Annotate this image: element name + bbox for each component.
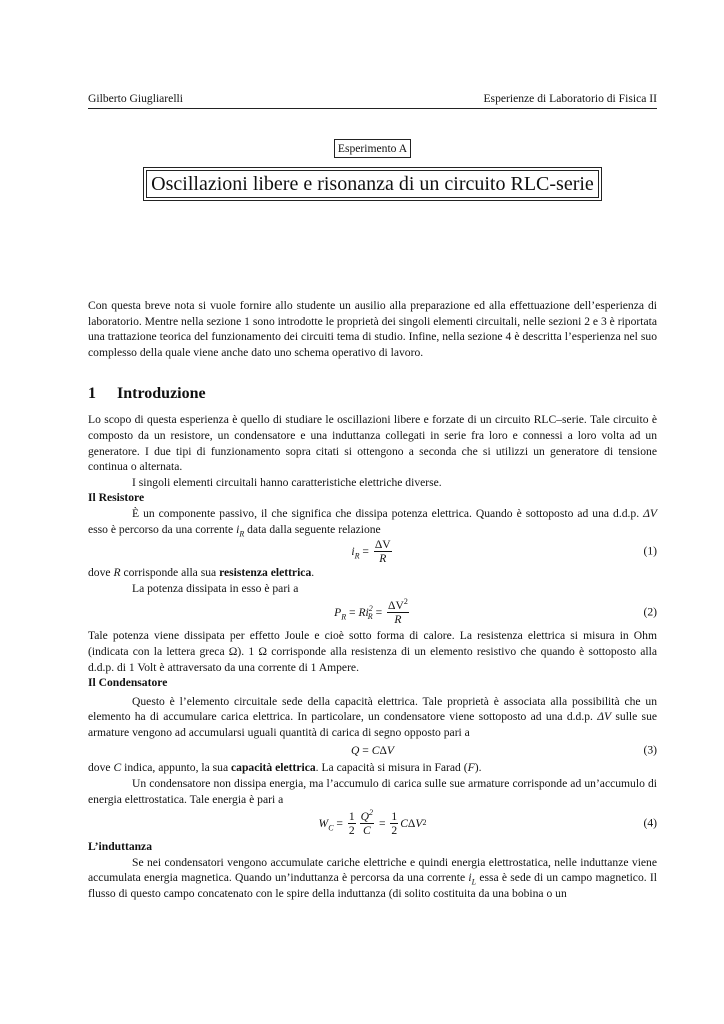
intro-paragraph-2: I singoli elementi circuitali hanno caratteristiche elettriche diverse. bbox=[132, 475, 442, 489]
equation-4: $W_C$ = $\frac{1}{2}$ $\frac{Q^2}{C}$ = $\frac{1}{2}$ C Δ V 2 (4) bbox=[318, 807, 657, 837]
header-rule bbox=[88, 108, 657, 109]
equation-number: (4) bbox=[643, 816, 657, 830]
equation-2: $P_R$ = $Ri^2_R$ = $\frac{\Delta V^2}{R}$ (2) bbox=[334, 596, 657, 626]
resistor-heading: Il Resistore bbox=[88, 491, 145, 505]
page bbox=[88, 92, 657, 902]
intro-paragraph: Lo scopo di questa esperienza è quello di studiare le oscillazioni libere e forzate di un circuito RLC–serie. Tale circuito è composto da un resistore, un condensatore e una induttanza collegati in serie fra loro e connessi a loro volta ad un generatore. I due tipi di funzionamento sopra citati si ottengono a seconda che si utilizzi un generatore di tensione continua o alternata. bbox=[88, 413, 657, 474]
header-course: Esperienze di Laboratorio di Fisica II bbox=[483, 92, 657, 105]
equation-3: Q = C Δ V (3) bbox=[350, 743, 657, 757]
header-author: Gilberto Giugliarelli bbox=[88, 92, 183, 105]
resistor-paragraph-3: La potenza dissipata in esso è pari a bbox=[132, 581, 299, 595]
equation-number: (3) bbox=[643, 743, 657, 757]
abstract: Con questa breve nota si vuole fornire allo studente un ausilio alla preparazione ed alla effettuazione dell’esperienza di laboratorio. Mentre nella sezione 1 sono introdotte le proprietà dei singoli elementi circuitali, nelle sezioni 2 e 3 è riportata una trattazione teorica del funzionamento dei circuiti tema di studio. Infine, nella sezione 4 è descritta l’esperienza nel suo complesso della quale viene anche dato uno schema operativo di lavoro. bbox=[88, 299, 657, 359]
experiment-label: Esperimento A bbox=[334, 139, 411, 158]
inductor-paragraph: Se nei condensatori vengono accumulate cariche elettriche e quindi energia elettrostatica, nelle induttanze viene accumulata energia magnetica. Quando un’induttanza è percorsa da una corrente $i_L$ essa è sede di un campo magnetico. Il flusso di questo campo concatenato con le spire della induttanza (di solito costituita da una bobina o un bbox=[88, 855, 657, 901]
capacitor-paragraph: Questo è l’elemento circuitale sede della capacità elettrica. Tale proprietà è associata alla possibilità che un elemento ha di accumulare carica elettrica. In particolare, un condensatore viene sottoposto ad una d.d.p. ΔV sulle sue armature vengono ad accumularsi uguali quantità di carica di segno opposto pari a bbox=[88, 694, 658, 739]
title-box bbox=[143, 167, 602, 201]
section-heading bbox=[88, 384, 657, 404]
capacitor-paragraph-3: Un condensatore non dissipa energia, ma l’accumulo di carica sulle sue armature corrisponde ad un’accumulo di energia elettrostatica. Tale energia è pari a bbox=[88, 777, 657, 806]
equation-number: (1) bbox=[643, 544, 657, 558]
equation-1: $i_R$ = $\frac{\Delta V}{R}$ (1) bbox=[351, 537, 657, 565]
running-header bbox=[88, 92, 657, 106]
section-title: Introduzione bbox=[117, 385, 206, 403]
paper-title: Oscillazioni libere e risonanza di un circuito RLC-serie bbox=[146, 170, 599, 198]
capacitor-paragraph-2: dove C indica, appunto, la sua capacità elettrica. La capacità si misura in Farad (F). bbox=[88, 761, 482, 775]
equation-number: (2) bbox=[643, 605, 657, 619]
resistor-paragraph-2: dove R corrisponde alla sua resistenza elettrica. bbox=[88, 566, 315, 580]
resistor-paragraph-4: Tale potenza viene dissipata per effetto Joule e cioè sotto forma di calore. La resistenza elettrica si misura in Ohm (indicata con la lettera greca Ω). 1 Ω corrisponde alla resistenza di un elemento resistivo che quando è sottoposto alla d.d.p. di 1 Volt è attraversato da una corrente di 1 Ampere. bbox=[88, 629, 657, 674]
capacitor-heading: Il Condensatore bbox=[88, 676, 168, 690]
inductor-heading: L’induttanza bbox=[88, 840, 153, 854]
section-number: 1 bbox=[88, 385, 96, 403]
resistor-paragraph: È un componente passivo, il che significa che dissipa potenza elettrica. Quando è sottoposto ad una d.d.p. ΔV esso è percorso da una corrente $i_R$ data dalla seguente relazione bbox=[88, 506, 657, 538]
